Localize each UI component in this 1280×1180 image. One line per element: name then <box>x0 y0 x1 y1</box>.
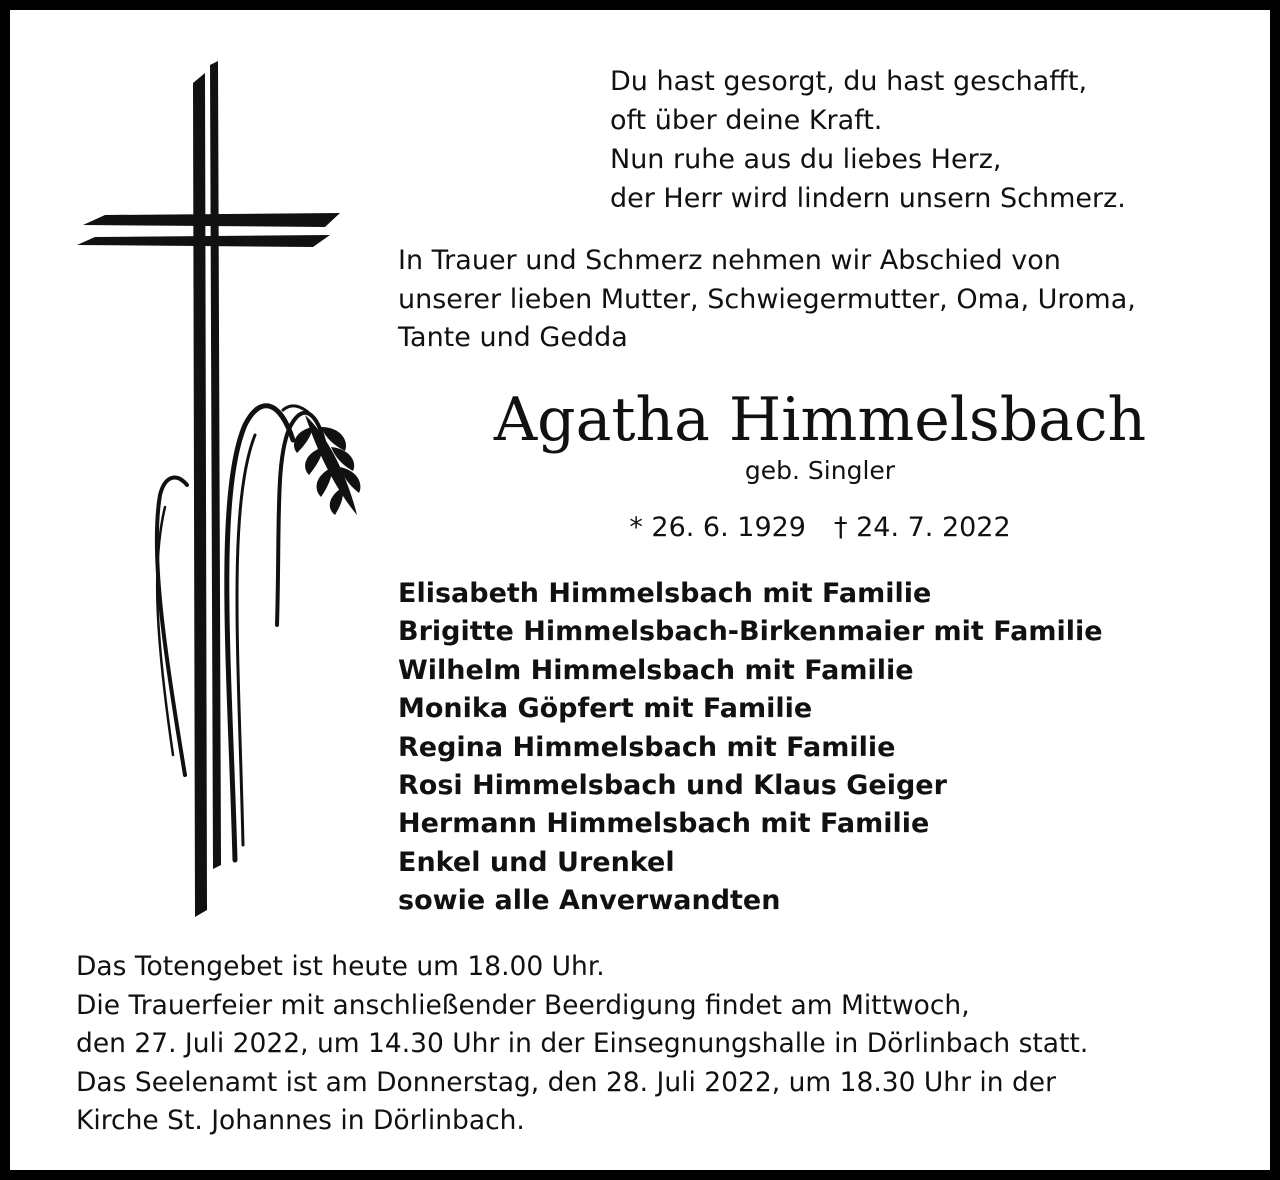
poem-line: oft über deine Kraft. <box>610 105 883 136</box>
intro-line: Tante und Gedda <box>398 322 628 353</box>
poem-line: Du hast gesorgt, du hast geschafft, <box>610 66 1088 97</box>
note-line: Die Trauerfeier mit anschließender Beerdigung findet am Mittwoch, <box>76 989 970 1021</box>
deceased-name: Agatha Himmelsbach <box>493 385 1147 455</box>
intro-text <box>398 242 1136 358</box>
note-line: Das Seelenamt ist am Donnerstag, den 28. Juli 2022, um 18.30 Uhr in der <box>76 1066 1056 1098</box>
poem-line: Nun ruhe aus du liebes Herz, <box>610 144 1002 175</box>
birth-date: * 26. 6. 1929 <box>629 512 806 543</box>
intro-line: unserer lieben Mutter, Schwiegermutter, Oma, Uroma, <box>398 283 1136 315</box>
list-item: Monika Göpfert mit Familie <box>398 693 813 725</box>
service-notes <box>76 948 1088 1141</box>
list-item: Rosi Himmelsbach und Klaus Geiger <box>398 770 947 802</box>
list-item: sowie alle Anverwandten <box>398 885 781 917</box>
maiden-name: geb. Singler <box>744 456 896 485</box>
poem-line: der Herr wird lindern unsern Schmerz. <box>610 183 1126 214</box>
cross-with-wheat-icon <box>65 55 375 925</box>
intro-line: In Trauer und Schmerz nehmen wir Abschied von <box>398 245 1061 276</box>
note-line: Das Totengebet ist heute um 18.00 Uhr. <box>76 951 605 982</box>
list-item: Regina Himmelsbach mit Familie <box>398 731 896 763</box>
death-date: † 24. 7. 2022 <box>834 512 1011 543</box>
life-dates <box>390 510 1250 546</box>
note-line: Kirche St. Johannes in Dörlinbach. <box>76 1105 525 1137</box>
list-item: Enkel und Urenkel <box>398 846 675 878</box>
mourners-list <box>398 575 1103 921</box>
list-item: Elisabeth Himmelsbach mit Familie <box>398 578 932 609</box>
list-item: Brigitte Himmelsbach-Birkenmaier mit Familie <box>398 616 1103 648</box>
poem <box>610 62 1126 218</box>
list-item: Wilhelm Himmelsbach mit Familie <box>398 654 914 686</box>
note-line: den 27. Juli 2022, um 14.30 Uhr in der Einsegnungshalle in Dörlinbach statt. <box>76 1028 1089 1060</box>
list-item: Hermann Himmelsbach mit Familie <box>398 808 930 840</box>
